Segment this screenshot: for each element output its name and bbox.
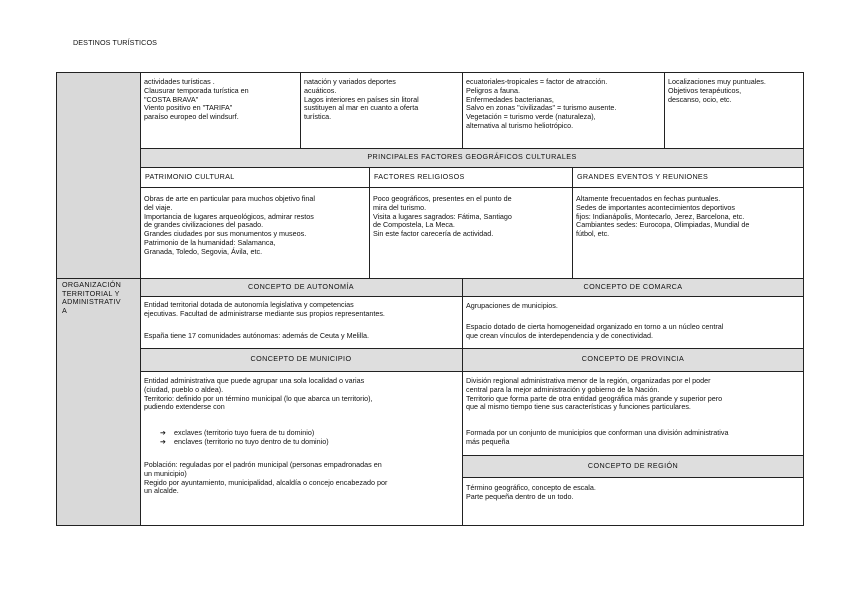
bullet-item-enclaves	[160, 438, 458, 447]
top-cell-4: Localizaciones muy puntuales. Objetivos terapéuticos, descanso, ocio, etc.	[668, 77, 766, 104]
rule	[664, 72, 665, 148]
rule	[56, 72, 804, 73]
rule	[462, 72, 463, 148]
comarca-text-2: Espacio dotado de cierta homogeneidad organizado en torno a un núcleo central que crean vínculos de interdependencia y de conectividad.	[466, 322, 724, 340]
rule	[462, 278, 463, 526]
eventos-subheader: GRANDES EVENTOS Y REUNIONES	[577, 171, 709, 181]
cultural-header	[140, 148, 804, 167]
comarca-text-1: Agrupaciones de municipios.	[466, 301, 558, 310]
arrow-right-icon: ➔	[160, 436, 167, 446]
comarca-header	[462, 278, 804, 296]
page-title: DESTINOS TURÍSTICOS	[73, 38, 158, 47]
autonomia-header-text: CONCEPTO DE AUTONOMÍA	[248, 281, 354, 291]
bullet-text-enclaves: enclaves (territorio no tuyo dentro de tu dominio)	[174, 436, 329, 446]
autonomia-text-2: España tiene 17 comunidades autónomas: además de Ceuta y Melilla.	[144, 331, 369, 340]
patrimonio-text: Obras de arte en particular para muchos objetivo final del viaje. Importancia de lugares arqueológicos, admirar restos de grandes civilizaciones del pasado. Grandes ciudades por sus monumentos y museos. Patrimonio de la humanidad: Salamanca, Granada, Toledo, Segovia, Ávila, etc.	[144, 194, 315, 256]
rule	[369, 167, 370, 278]
rule	[56, 525, 804, 526]
patrimonio-subheader: PATRIMONIO CULTURAL	[145, 171, 235, 181]
rule	[572, 167, 573, 278]
organizacion-label: ORGANIZACIÓN TERRITORIAL Y ADMINISTRATIV A	[62, 280, 122, 315]
top-cell-3: ecuatoriales-tropicales = factor de atracción. Peligros a fauna. Enfermedades bacterianas, Salvo en zonas "civilizadas" = turismo ausente. Vegetación = turismo verde (naturaleza), alternativa al turismo heliotrópico.	[466, 77, 617, 130]
rule	[140, 187, 804, 188]
top-cell-2: natación y variados deportes acuáticos. Lagos interiores en países sin litoral sustituyen al mar en cuanto a oferta turística.	[304, 77, 419, 122]
municipio-header-text: CONCEPTO DE MUNICIPIO	[250, 354, 352, 364]
comarca-header-text: CONCEPTO DE COMARCA	[583, 281, 683, 291]
rule	[803, 72, 804, 526]
rule	[140, 296, 804, 297]
rule	[140, 148, 804, 149]
rule	[140, 72, 141, 526]
autonomia-header	[140, 278, 462, 296]
religiosos-subheader: FACTORES RELIGIOSOS	[374, 171, 465, 181]
rule	[462, 477, 804, 478]
arrow-right-icon: ➔	[160, 428, 167, 437]
rule	[56, 72, 57, 526]
rule	[300, 72, 301, 148]
municipio-text-1: Entidad administrativa que puede agrupar una sola localidad o varias (ciudad, pueblo o aldea). Territorio: definido por un término municipal (lo que abarca un territorio), pudiendo extenderse con	[144, 376, 373, 412]
autonomia-text-1: Entidad territorial dotada de autonomía legislativa y competencias ejecutivas. Facultad de administrarse mediante sus propios representantes.	[144, 300, 385, 318]
religiosos-text: Poco geográficos, presentes en el punto de mira del turismo. Visita a lugares sagrados: Fátima, Santiago de Compostela, La Meca. Sin este factor carecería de actividad.	[373, 194, 512, 239]
region-header-text: CONCEPTO DE REGIÓN	[587, 460, 679, 470]
rule	[56, 278, 804, 279]
cultural-header-text: PRINCIPALES FACTORES GEOGRÁFICOS CULTURALES	[367, 152, 577, 162]
eventos-text: Altamente frecuentados en fechas puntuales. Sedes de importantes acontecimientos deportivos fijos: Indianápolis, Montecarlo, Jerez, Barcelona, etc. Cambiantes sedes: Eurocopa, Olimpiadas, Mundial de fútbol, etc.	[576, 194, 750, 239]
provincia-header	[462, 348, 804, 371]
rule	[462, 455, 804, 456]
provincia-header-text: CONCEPTO DE PROVINCIA	[581, 354, 685, 364]
provincia-text-2: Formada por un conjunto de municipios que conforman una división administrativa más pequeña	[466, 428, 729, 446]
rule	[140, 348, 804, 349]
rule	[140, 371, 804, 372]
provincia-text-1: División regional administrativa menor de la región, organizadas por el poder central para la mejor administración y gobierno de la Nación. Territorio que forma parte de otra entidad geográfica más grande y superior pero que al mismo tiempo tiene sus características y funciones particulares.	[466, 376, 723, 412]
region-header	[462, 455, 804, 477]
top-cell-1: actividades turísticas . Clausurar temporada turística en "COSTA BRAVA" Viento positivo en "TARIFA" paraíso europeo del windsurf.	[144, 77, 249, 122]
bullet-text-exclaves: exclaves (territorio tuyo fuera de tu dominio)	[174, 428, 315, 437]
rule	[140, 167, 804, 168]
municipio-text-2: Población: reguladas por el padrón municipal (personas empadronadas en un municipio) Regido por ayuntamiento, municipalidad, alcaldía o concejo encabezado por un alcalde.	[144, 460, 388, 496]
municipio-header	[140, 348, 462, 371]
destinos-table	[56, 72, 804, 526]
region-text: Término geográfico, concepto de escala. Parte pequeña dentro de un todo.	[466, 483, 596, 501]
municipio-bullets	[156, 427, 462, 451]
left-label-column-top	[56, 72, 140, 278]
